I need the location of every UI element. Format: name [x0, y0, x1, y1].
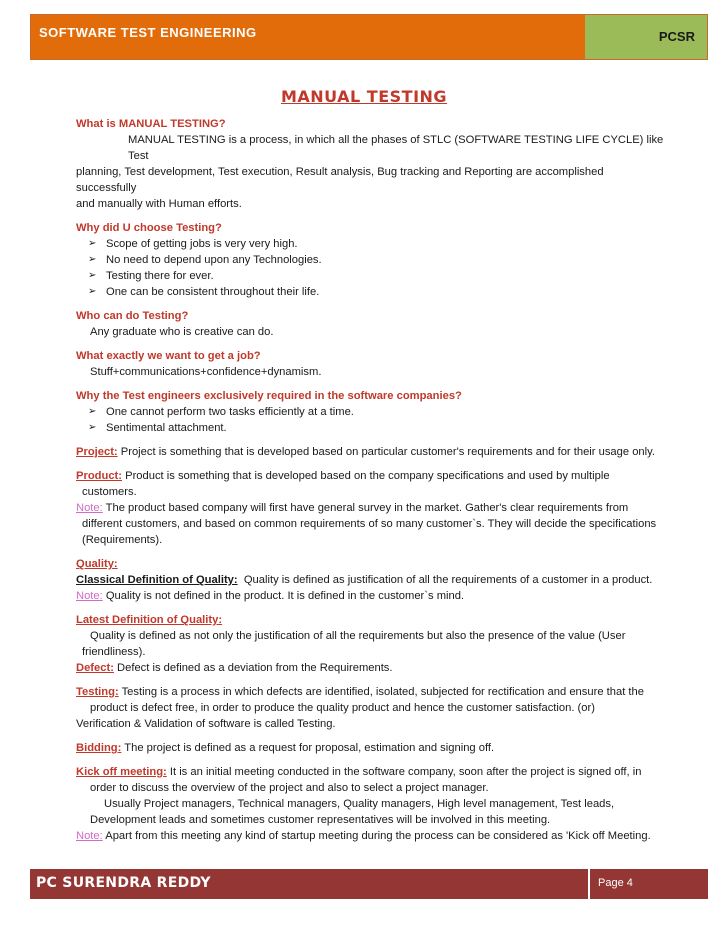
- paragraph-line: Verification & Validation of software is called Testing.: [76, 718, 336, 730]
- page-header: [30, 14, 708, 60]
- page-footer: [30, 869, 708, 899]
- arrow-bullet-icon: ➢: [88, 422, 97, 433]
- section-product: [76, 468, 666, 548]
- question-heading: Why the Test engineers exclusively required in the software companies?: [76, 390, 462, 402]
- section-why-testing: [76, 220, 666, 300]
- arrow-bullet-icon: ➢: [88, 286, 97, 297]
- document-body: [76, 116, 666, 852]
- list-item: ➢ One cannot perform two tasks efficiently at a time.: [88, 406, 354, 418]
- paragraph-line: Classical Definition of Quality: Quality is defined as justification of all the requirements of a customer in a product.: [76, 574, 653, 586]
- paragraph-line: Product: Product is something that is developed based on the company specifications and used by multiple: [76, 470, 610, 482]
- term-label: Latest Definition of Quality:: [76, 614, 223, 626]
- paragraph-line: Quality is defined as not only the justification of all the requirements but also the presence of the value (User: [90, 630, 626, 642]
- header-code: PCSR: [585, 15, 707, 59]
- section-kickoff: [76, 764, 666, 844]
- paragraph-line: order to discuss the overview of the project and also to select a project manager.: [90, 782, 489, 794]
- section-testing: [76, 684, 666, 732]
- list-item: ➢ Testing there for ever.: [88, 270, 214, 282]
- paragraph-line: MANUAL TESTING is a process, in which all the phases of STLC (SOFTWARE TESTING LIFE CYCLE) like Test: [128, 134, 664, 162]
- paragraph-line: customers.: [82, 486, 137, 498]
- paragraph-line: (Requirements).: [82, 534, 163, 546]
- paragraph-line: Note: Quality is not defined in the product. It is defined in the customer`s mind.: [76, 590, 465, 602]
- paragraph-line: Kick off meeting: It is an initial meeting conducted in the software company, soon after the project is signed off, in: [76, 766, 642, 778]
- paragraph-line: Development leads and sometimes customer representatives will be involved in this meeting.: [90, 814, 551, 826]
- term-label: Testing:: [76, 686, 119, 698]
- term-label: Quality:: [76, 558, 118, 570]
- bullet-list: [76, 404, 666, 436]
- note-label: Note:: [76, 830, 103, 842]
- paragraph-line: different customers, and based on common requirements of so many customer`s. They will decide the specifications: [82, 518, 657, 530]
- arrow-bullet-icon: ➢: [88, 406, 97, 417]
- page-title: MANUAL TESTING: [280, 87, 448, 106]
- answer-text: Stuff+communications+confidence+dynamism.: [90, 366, 322, 378]
- paragraph-line: Usually Project managers, Technical managers, Quality managers, High level management, Test leads,: [104, 798, 615, 810]
- header-title: SOFTWARE TEST ENGINEERING: [31, 15, 585, 59]
- question-heading: Why did U choose Testing?: [76, 222, 222, 234]
- arrow-bullet-icon: ➢: [88, 238, 97, 249]
- answer-text: Any graduate who is creative can do.: [90, 326, 274, 338]
- section-latest-quality: [76, 612, 666, 676]
- paragraph-line: Note: The product based company will first have general survey in the market. Gather's clear requirements from: [76, 502, 629, 514]
- paragraph-line: product is defect free, in order to produce the quality product and hence the customer satisfaction. (or): [90, 702, 595, 714]
- paragraph-line: Project: Project is something that is developed based on particular customer's requirements and for their usage only.: [76, 446, 656, 458]
- question-heading: Who can do Testing?: [76, 310, 189, 322]
- note-label: Note:: [76, 590, 103, 602]
- question-heading: What exactly we want to get a job?: [76, 350, 261, 362]
- term-label: Bidding:: [76, 742, 122, 754]
- paragraph-line: Note: Apart from this meeting any kind of startup meeting during the process can be considered as 'Kick off Meeting.: [76, 830, 651, 842]
- term-label: Kick off meeting:: [76, 766, 167, 778]
- section-quality: [76, 556, 666, 604]
- section-bidding: [76, 740, 666, 756]
- list-item: ➢ One can be consistent throughout their life.: [88, 286, 320, 298]
- list-item: ➢ No need to depend upon any Technologies.: [88, 254, 322, 266]
- paragraph-line: Bidding: The project is defined as a request for proposal, estimation and signing off.: [76, 742, 495, 754]
- term-label: Defect:: [76, 662, 114, 674]
- list-item: ➢ Scope of getting jobs is very very high.: [88, 238, 298, 250]
- term-label: Product:: [76, 470, 122, 482]
- section-project: [76, 444, 666, 460]
- list-item: ➢ Sentimental attachment.: [88, 422, 227, 434]
- section-manual-testing: [76, 116, 666, 212]
- section-who-can-test: [76, 308, 666, 340]
- bullet-list: [76, 236, 666, 300]
- arrow-bullet-icon: ➢: [88, 254, 97, 265]
- paragraph-line: planning, Test development, Test execution, Result analysis, Bug tracking and Reporting are accomplished successfully: [76, 166, 604, 194]
- section-exclusive: [76, 388, 666, 436]
- page-number: Page 4: [588, 869, 708, 899]
- section-get-job: [76, 348, 666, 380]
- term-label: Project:: [76, 446, 118, 458]
- question-heading: What is MANUAL TESTING?: [76, 118, 226, 130]
- subterm-label: Classical Definition of Quality:: [76, 574, 238, 586]
- paragraph-line: Defect: Defect is defined as a deviation from the Requirements.: [76, 662, 393, 674]
- paragraph-line: friendliness).: [82, 646, 146, 658]
- paragraph-line: and manually with Human efforts.: [76, 198, 242, 210]
- paragraph-line: Testing: Testing is a process in which defects are identified, isolated, subjected for rectification and ensure that the: [76, 686, 644, 698]
- author-name: PC SURENDRA REDDY: [36, 875, 211, 891]
- note-label: Note:: [76, 502, 103, 514]
- arrow-bullet-icon: ➢: [88, 270, 97, 281]
